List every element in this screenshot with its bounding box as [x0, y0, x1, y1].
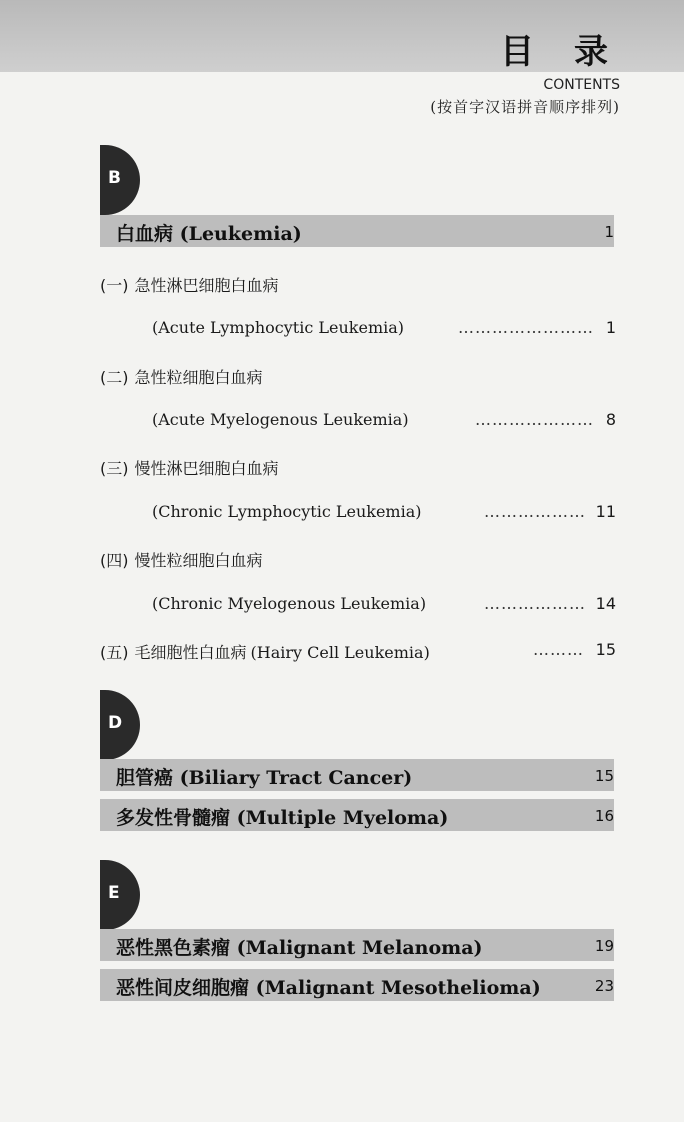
subtitle-chinese: (按首字汉语拼音顺序排列) — [430, 98, 620, 116]
subentry-english-title: (Chronic Myelogenous Leukemia) — [152, 594, 427, 613]
subentry-page-number: 11 — [595, 502, 616, 521]
page-title: 目 录 — [500, 32, 622, 72]
toc-heading-biliary-tract-cancer[interactable] — [100, 759, 614, 791]
toc-heading-malignant-mesothelioma[interactable] — [100, 969, 614, 1001]
heading-label: 胆管癌 (Biliary Tract Cancer) — [116, 767, 413, 789]
subentry-number: (一) — [100, 276, 129, 295]
toc-subentry-english[interactable] — [152, 502, 616, 526]
toc-heading-multiple-myeloma[interactable] — [100, 799, 614, 831]
heading-page-number: 16 — [594, 807, 614, 825]
subentry-chinese-title: 毛细胞性白血病 — [134, 643, 247, 662]
dot-leader: ……………… — [484, 502, 586, 521]
subentry-english-title: (Acute Myelogenous Leukemia) — [152, 410, 409, 429]
section-letter: E — [108, 883, 120, 903]
subentry-english-title: (Acute Lymphocytic Leukemia) — [152, 318, 405, 337]
heading-page-number: 19 — [594, 937, 614, 955]
subentry-number: (三) — [100, 459, 129, 478]
dot-leader: ………………… — [475, 410, 594, 429]
dot-leader: …………………… — [458, 318, 594, 337]
toc-subentry-title[interactable] — [100, 640, 620, 664]
toc-heading-malignant-melanoma[interactable] — [100, 929, 614, 961]
subentry-page-number: 14 — [595, 594, 616, 613]
dot-leader: ……… — [533, 640, 584, 659]
heading-label: 恶性间皮细胞瘤 (Malignant Mesothelioma) — [116, 977, 541, 999]
toc-subentry-english[interactable] — [152, 594, 616, 618]
subentry-page-number: 1 — [605, 318, 616, 337]
toc-subentry-title[interactable] — [100, 548, 620, 572]
toc-subentry-title[interactable] — [100, 365, 620, 389]
subentry-number: (五) — [100, 643, 129, 662]
dot-leader: ……………… — [484, 594, 586, 613]
toc-heading-leukemia[interactable] — [100, 215, 614, 247]
subentry-number: (二) — [100, 368, 129, 387]
section-letter-tab-d — [100, 690, 140, 760]
heading-page-number: 15 — [594, 767, 614, 785]
heading-label: 多发性骨髓瘤 (Multiple Myeloma) — [116, 807, 449, 829]
heading-label: 恶性黑色素瘤 (Malignant Melanoma) — [116, 937, 483, 959]
subentry-number: (四) — [100, 551, 129, 570]
subentry-chinese-title: 急性淋巴细胞白血病 — [134, 276, 279, 295]
subentry-page-number: 8 — [605, 410, 616, 429]
subentry-english-title: (Chronic Lymphocytic Leukemia) — [152, 502, 422, 521]
heading-page-number: 23 — [594, 977, 614, 995]
subentry-page-number: 15 — [595, 640, 616, 659]
heading-label: 白血病 (Leukemia) — [116, 223, 302, 245]
subentry-chinese-title: 急性粒细胞白血病 — [134, 368, 263, 387]
subentry-chinese-title: 慢性淋巴细胞白血病 — [134, 459, 279, 478]
toc-subentry-title[interactable] — [100, 273, 620, 297]
subtitle-english: CONTENTS — [543, 77, 620, 93]
section-letter-tab-b — [100, 145, 140, 215]
subentry-chinese-title: 慢性粒细胞白血病 — [134, 551, 263, 570]
section-letter: D — [108, 713, 123, 733]
section-letter: B — [108, 168, 121, 188]
toc-subentry-english[interactable] — [152, 410, 616, 434]
toc-subentry-title[interactable] — [100, 456, 620, 480]
toc-subentry-english[interactable] — [152, 318, 616, 342]
section-letter-tab-e — [100, 860, 140, 930]
heading-page-number: 1 — [604, 223, 614, 241]
subentry-english-title: (Hairy Cell Leukemia) — [250, 643, 430, 662]
